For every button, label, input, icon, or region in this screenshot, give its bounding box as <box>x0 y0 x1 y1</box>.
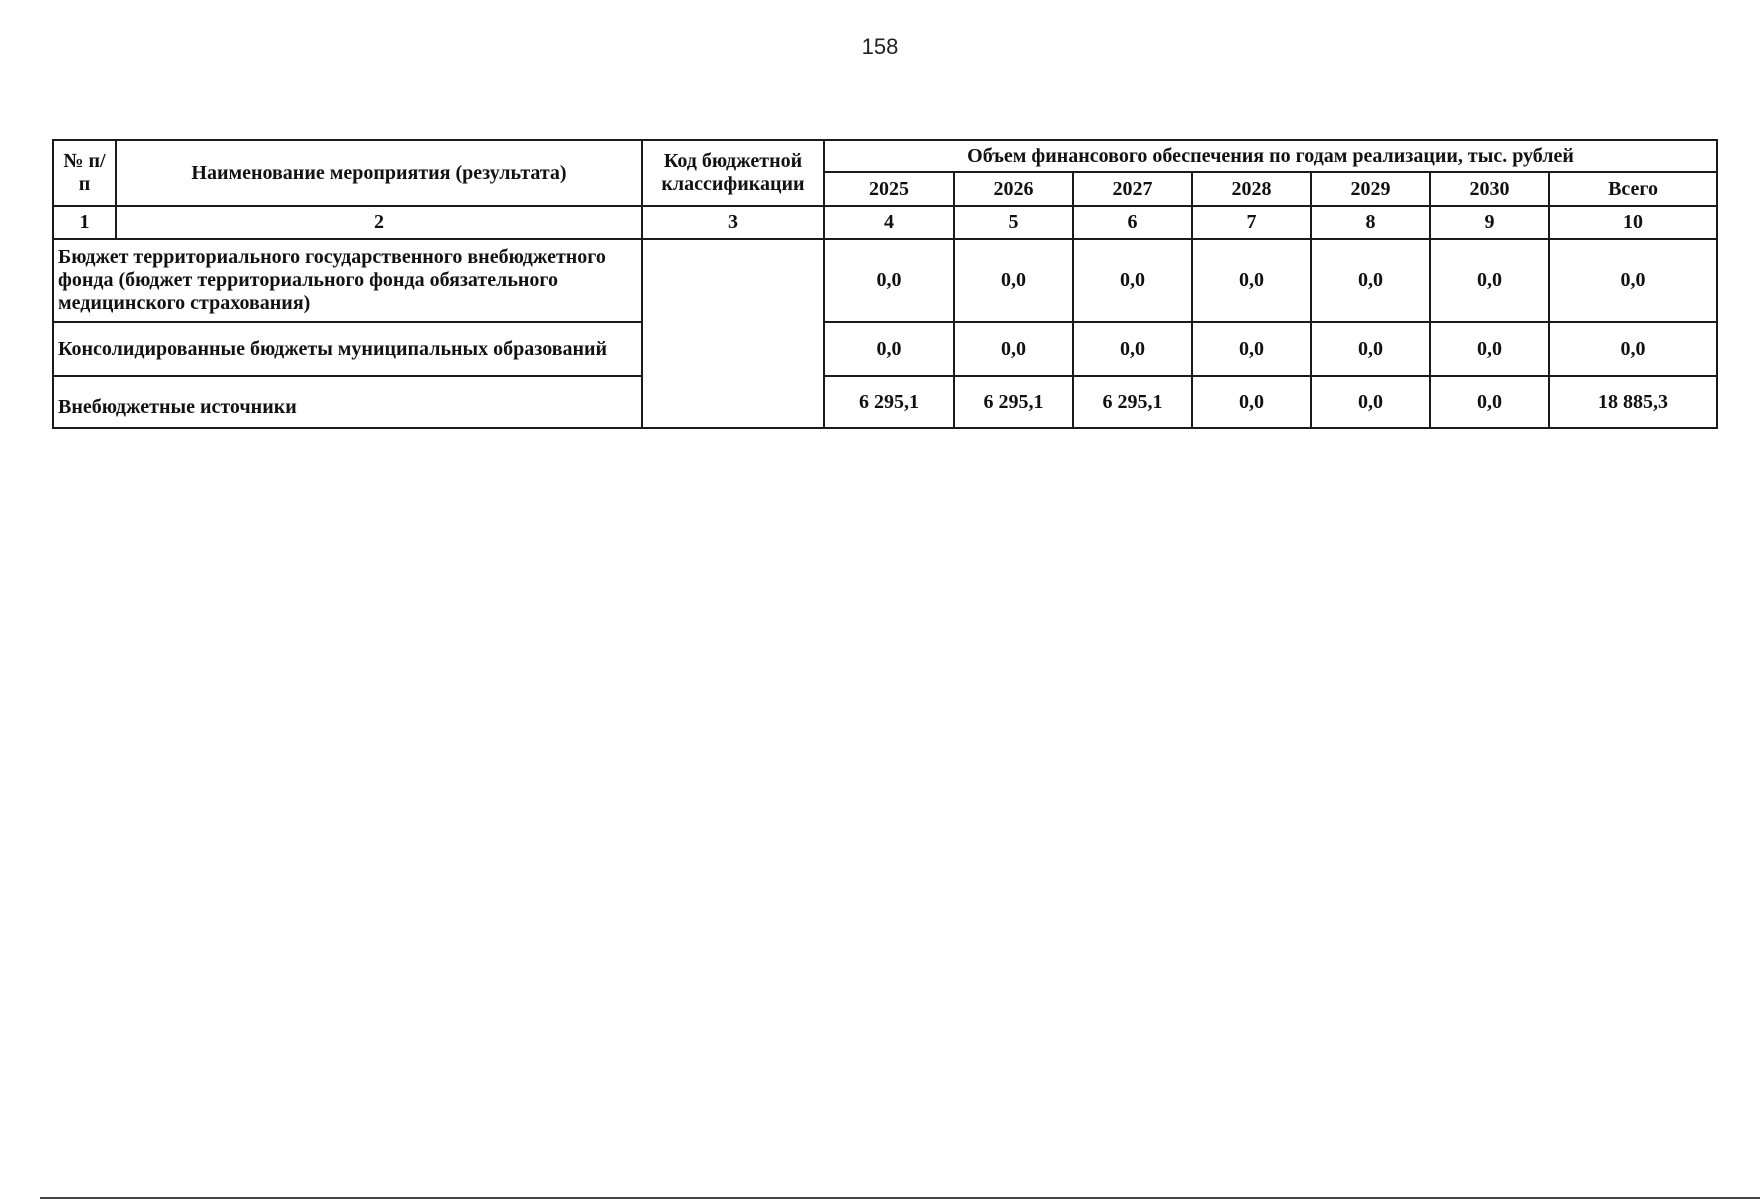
total-cell: 0,0 <box>1549 322 1717 376</box>
header-budget-code: Код бюджетной классификации <box>642 140 824 206</box>
column-number: 4 <box>824 206 954 239</box>
value-cell: 0,0 <box>954 322 1073 376</box>
value-cell: 0,0 <box>1073 239 1192 322</box>
value-cell: 0,0 <box>1430 376 1549 428</box>
value-cell: 0,0 <box>1311 239 1430 322</box>
column-number: 8 <box>1311 206 1430 239</box>
value-cell: 0,0 <box>1311 376 1430 428</box>
header-year-2026: 2026 <box>954 172 1073 206</box>
column-number-row <box>53 206 1717 239</box>
row-name: Бюджет территориального государственного внебюджетного фонда (бюджет территориального фонда обязательного медицинского страхования) <box>53 239 642 322</box>
value-cell: 0,0 <box>1192 239 1311 322</box>
financing-table <box>52 139 1718 429</box>
header-total: Всего <box>1549 172 1717 206</box>
header-name: Наименование мероприятия (результата) <box>116 140 642 206</box>
table-row <box>53 376 1717 428</box>
value-cell: 0,0 <box>1311 322 1430 376</box>
header-year-2030: 2030 <box>1430 172 1549 206</box>
row-name: Внебюджетные источники <box>53 376 642 428</box>
column-number: 3 <box>642 206 824 239</box>
header-year-2025: 2025 <box>824 172 954 206</box>
column-number: 5 <box>954 206 1073 239</box>
header-year-2029: 2029 <box>1311 172 1430 206</box>
value-cell: 6 295,1 <box>954 376 1073 428</box>
financing-table-container <box>52 139 1716 429</box>
budget-code-cell <box>642 239 824 428</box>
column-number: 1 <box>53 206 116 239</box>
page-number: 158 <box>861 34 899 59</box>
column-number: 10 <box>1549 206 1717 239</box>
header-year-2027: 2027 <box>1073 172 1192 206</box>
value-cell: 0,0 <box>1192 322 1311 376</box>
table-row <box>53 239 1717 322</box>
header-year-2028: 2028 <box>1192 172 1311 206</box>
value-cell: 0,0 <box>824 322 954 376</box>
header-num: № п/п <box>53 140 116 206</box>
total-cell: 0,0 <box>1549 239 1717 322</box>
value-cell: 0,0 <box>1430 322 1549 376</box>
column-number: 6 <box>1073 206 1192 239</box>
value-cell: 0,0 <box>1192 376 1311 428</box>
value-cell: 0,0 <box>824 239 954 322</box>
total-cell: 18 885,3 <box>1549 376 1717 428</box>
column-number: 9 <box>1430 206 1549 239</box>
value-cell: 6 295,1 <box>1073 376 1192 428</box>
column-number: 2 <box>116 206 642 239</box>
table-row <box>53 322 1717 376</box>
column-number: 7 <box>1192 206 1311 239</box>
row-name: Консолидированные бюджеты муниципальных образований <box>53 322 642 376</box>
value-cell: 0,0 <box>1430 239 1549 322</box>
page-bottom-rule <box>40 1197 1760 1199</box>
value-cell: 0,0 <box>954 239 1073 322</box>
header-financing-volume: Объем финансового обеспечения по годам реализации, тыс. рублей <box>824 140 1717 172</box>
value-cell: 0,0 <box>1073 322 1192 376</box>
value-cell: 6 295,1 <box>824 376 954 428</box>
